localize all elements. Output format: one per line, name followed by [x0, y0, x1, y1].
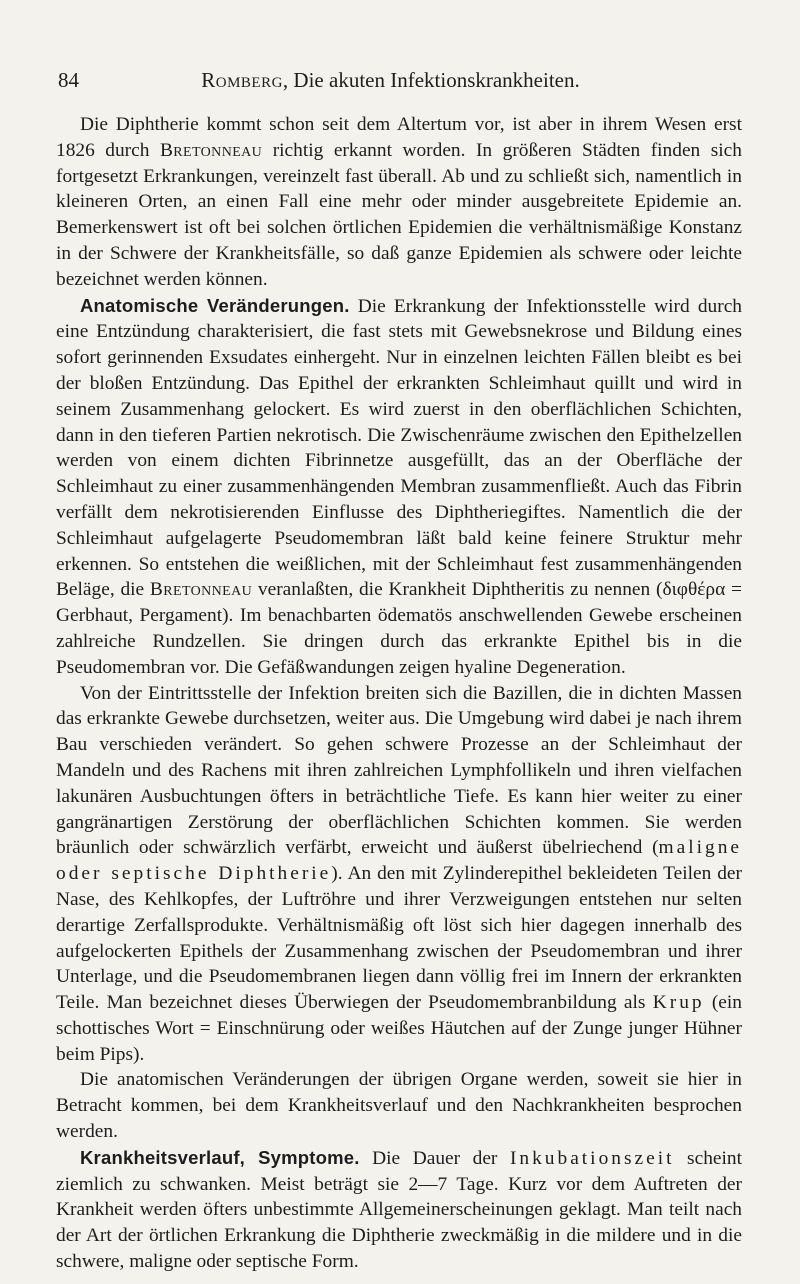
running-head-title: , Die akuten Infektionskrankheiten. [282, 68, 580, 92]
paragraph-course [56, 1145, 742, 1275]
page-header [56, 66, 742, 94]
spaced-term: Krup [652, 992, 705, 1014]
paragraph-text: = Gerbhaut, Pergament). Im benachbarten ödematös anschwellenden Gewebe erscheinen zahlreiche Rundzellen. Sie dringen durch das erkrankte Epithel bis in die Pseudomembran vor. Die Gefäßwandungen zeigen hyaline Degeneration. [56, 579, 742, 678]
paragraph-text: (ein schottisches Wort = Einschnürung oder weißes Häutchen auf der Zunge junger Hühner beim Pips). [56, 992, 742, 1065]
paragraph-text: richtig erkannt worden. In größeren Städten finden sich fortgesetzt Erkrankungen, vereinzelt fast überall. Ab und zu schließt sich, namentlich in kleineren Orten, an einen Fall eine mehr oder minder ausgebreitete Epidemie an. Bemerkenswert ist oft bei solchen örtlichen Epidemien die verhältnismäßige Konstanz in der Schwere der Krankheitsfälle, so daß ganze Epidemien als schwere oder leichte bezeichnet werden können. [56, 139, 742, 290]
paragraph-spread [56, 681, 742, 1068]
running-head-author: Romberg [201, 68, 283, 92]
section-heading-anatomy: Anatomische Veränderungen. [80, 294, 350, 316]
paragraph-text: Die Dauer der [359, 1147, 510, 1169]
page-number: 84 [58, 68, 79, 92]
running-head [39, 66, 742, 94]
paragraph-text: veranlaßten, die Krankheit Diphtheritis zu nennen ( [252, 579, 663, 601]
spaced-term: maligne oder septische Diphtherie [56, 837, 742, 885]
paragraph-text: Die Diphtherie kommt schon seit dem Altertum vor, ist aber in ihrem Wesen erst 1826 durch [56, 114, 742, 161]
person-name: Bretonneau [159, 139, 263, 161]
greek-word: διφθέρα [662, 579, 726, 601]
section-heading-course: Krankheitsverlauf, Symptome. [80, 1146, 360, 1168]
paragraph-text: scheint ziemlich zu schwanken. Meist beträgt sie 2—7 Tage. Kurz vor dem Auftreten der Krankheit werden öfters unbestimmte Allgemeinerscheinungen geklagt. Man teilt nach der Art der örtlichen Erkrankung die Diphtherie zweckmäßig in die mildere und in die schwere, maligne oder septische Form. [56, 1147, 742, 1273]
paragraph-text: Die Erkrankung der Infektionsstelle wird durch eine Entzündung charakterisiert, die fast stets mit Gewebsnekrose und Bildung eines sofort gerinnenden Exsudates einhergeht. Nur in einzelnen leichten Fällen bleibt es bei der bloßen Entzündung. Das Epithel der erkrankten Schleimhaut quillt und wird in seinem Zusammenhang gelockert. Es wird zuerst in den oberflächlichen Schichten, dann in den tieferen Partien nekrotisch. Die Zwischenräume zwischen den Epithelzellen werden von einem dichten Fibrinnetze ausgefüllt, das an der Oberfläche der Schleimhaut zu einer zusammenhängenden Membran zusammenfließt. Auch das Fibrin verfällt dem nekrotisierenden Einflusse des Diphtheriegiftes. Namentlich die der Schleimhaut aufgelagerte Pseudomembran läßt bald keine feinere Struktur mehr erkennen. So entstehen die weißlichen, mit der Schleimhaut fest zusammenhängenden Beläge, die [56, 295, 742, 601]
paragraph-text: Von der Eintrittsstelle der Infektion breiten sich die Bazillen, die in dichten Massen das erkrankte Gewebe durchsetzen, weiter aus. Die Umgebung wird dabei je nach ihrem Bau verschieden verändert. So gehen schwere Prozesse an der Schleimhaut der Mandeln und des Rachens mit ihren zahlreichen Lymphfollikeln und ihren vielfachen lakunären Ausbuchtungen öfters in beträchtliche Tiefe. Es kann hier weiter zu einer gangränartigen Zerstörung der oberflächlichen Schichten kommen. Sie werden bräunlich oder schwärzlich verfärbt, erweicht und äußerst übelriechend ( [56, 682, 742, 859]
paragraph-other-organs: Die anatomischen Veränderungen der übrigen Organe werden, soweit sie hier in Betracht kommen, bei dem Krankheitsverlauf und den Nachkrankheiten besprochen werden. [56, 1069, 742, 1143]
body-text [56, 112, 742, 1275]
paragraph-text: ). An den mit Zylinderepithel bekleideten Teilen der Nase, des Kehlkopfes, der Luftröhre und ihrer Verzweigungen entstehen nur selten derartige Zerfallsprodukte. Verhältnismäßig oft löst sich hier dagegen innerhalb des aufgelockerten Epithels der Zusammenhang zwischen der Pseudomembran und ihrer Unterlage, und die Pseudomembranen liegen dann völlig frei im Innern der erkrankten Teile. Man bezeichnet dieses Überwiegen der Pseudomembranbildung als [56, 863, 742, 1014]
spaced-term: Inkubationszeit [509, 1147, 675, 1169]
paragraph-introduction [56, 112, 742, 293]
person-name: Bretonneau [149, 579, 253, 601]
paragraph-anatomy [56, 293, 742, 681]
